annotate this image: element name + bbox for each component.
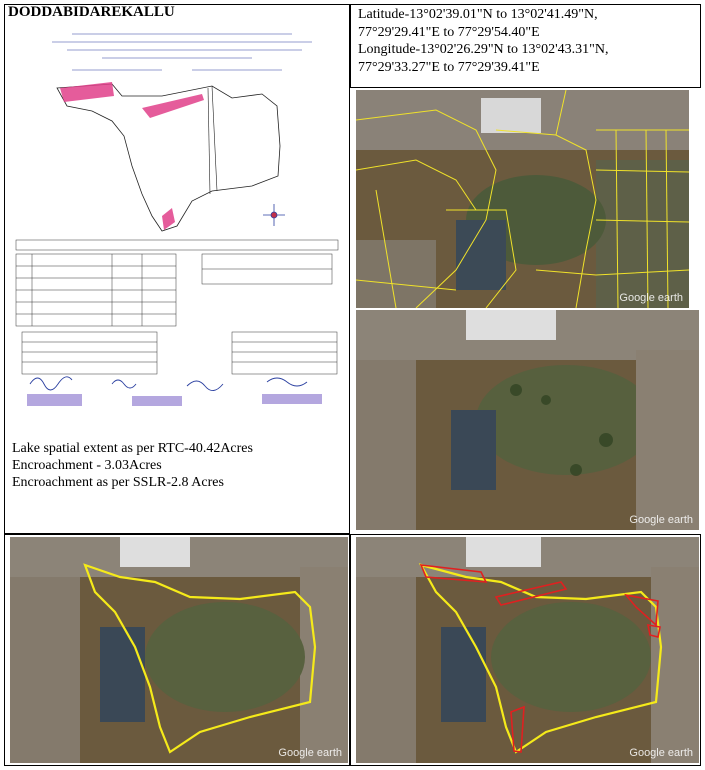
map-parcels-image <box>356 90 689 308</box>
coord-line: 77°29'33.27"E to 77°29'39.41"E <box>358 59 540 75</box>
encroachment-sketch-3 <box>162 208 175 230</box>
map-watermark: Google earth <box>629 747 693 759</box>
area-notes <box>12 440 253 491</box>
satellite-map-encroachment <box>356 537 699 763</box>
signatures <box>30 377 307 391</box>
map-watermark: Google earth <box>629 514 693 526</box>
compass-rose-icon <box>263 204 285 226</box>
note-encroachment-sslr: Encroachment as per SSLR-2.8 Acres <box>12 475 224 490</box>
encroachment-sketch-2 <box>142 94 204 118</box>
survey-sketch <box>12 26 342 414</box>
map-plain-image <box>356 310 699 530</box>
map-watermark: Google earth <box>619 292 683 304</box>
coord-line: 77°29'29.41"E to 77°29'54.40"E <box>358 24 540 40</box>
satellite-map-plain <box>356 310 699 530</box>
page-title: DODDABIDAREKALLU <box>8 4 175 20</box>
satellite-map-boundary <box>10 537 348 763</box>
satellite-map-parcels <box>356 90 689 308</box>
note-encroachment: Encroachment - 3.03Acres <box>12 458 162 473</box>
coord-line: Longitude-13°02'26.29"N to 13°02'43.31"N, <box>358 42 609 57</box>
map-boundary-image <box>10 537 348 763</box>
encroachment-sketch-1 <box>60 82 114 102</box>
survey-sketch-drawing <box>12 26 342 414</box>
coordinates-block <box>358 6 698 76</box>
map-encroachment-image <box>356 537 699 763</box>
note-lake-extent: Lake spatial extent as per RTC-40.42Acres <box>12 441 253 456</box>
coord-line: Latitude-13°02'39.01"N to 13°02'41.49"N, <box>358 7 598 22</box>
map-watermark: Google earth <box>278 747 342 759</box>
